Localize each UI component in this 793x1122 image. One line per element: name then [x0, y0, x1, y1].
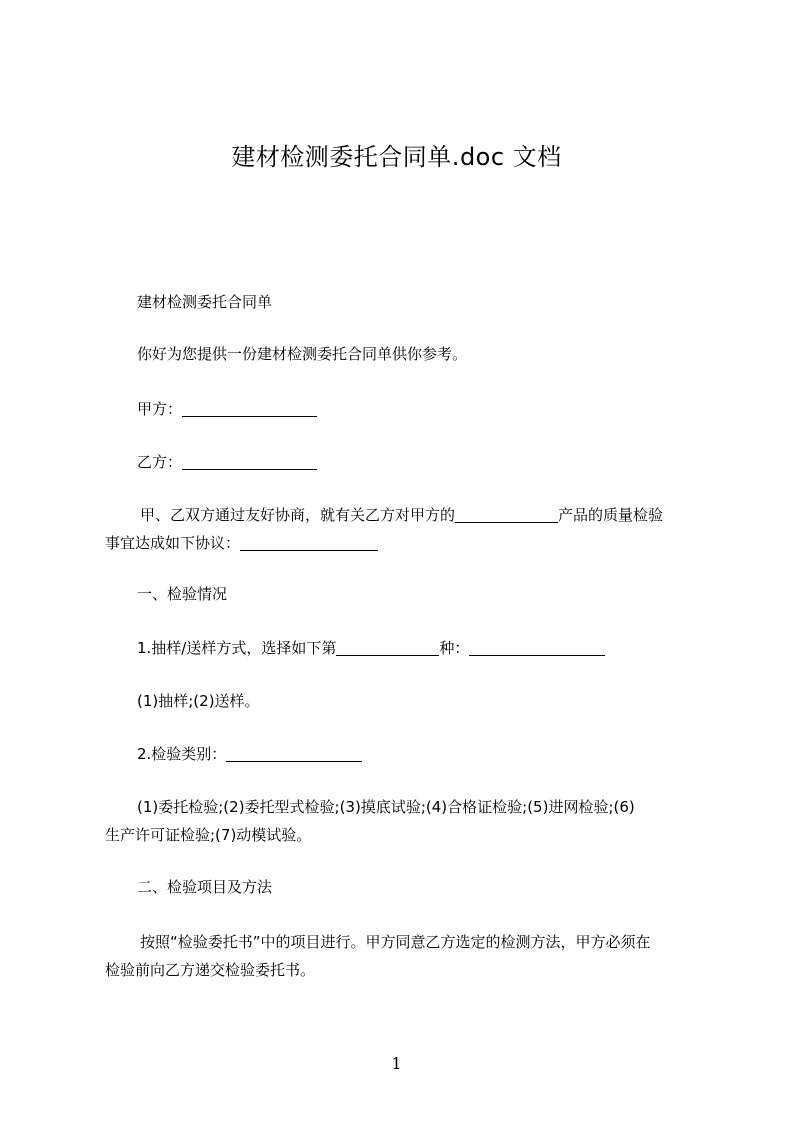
item-2-options-line1: (1)委托检验;(2)委托型式检验;(3)摸底试验;(4)合格证检验;(5)进网检验;(6) [137, 798, 635, 816]
document-title: 建材检测委托合同单.doc 文档 [231, 143, 562, 171]
party-b-blank [182, 454, 317, 470]
page-number: 1 [391, 1054, 402, 1073]
agreement-paragraph-line1 [140, 501, 740, 529]
category-blank [226, 746, 362, 762]
item-1-text-2: 种： [439, 639, 470, 657]
item-1-options: (1)抽样;(2)送样。 [137, 692, 260, 710]
section-2-line1: 按照“检验委托书”中的项目进行。甲方同意乙方选定的检测方法，甲方必须在 [140, 933, 651, 951]
party-b-row [137, 448, 707, 476]
product-name-blank [455, 507, 558, 523]
item-2-options-line2: 生产许可证检验;(7)动模试验。 [105, 826, 312, 844]
contract-heading: 建材检测委托合同单 [137, 293, 273, 311]
agreement-text-3: 事宜达成如下协议： [105, 534, 241, 552]
item-1-row [137, 634, 707, 662]
item-2-label: 2.检验类别： [137, 745, 227, 763]
party-b-label: 乙方： [137, 453, 183, 471]
agreement-text-1: 甲、乙双方通过友好协商，就有关乙方对甲方的 [140, 506, 456, 524]
agreement-text-2: 产品的质量检验 [558, 506, 664, 524]
agreement-blank [240, 535, 378, 551]
item-1-text: 1.抽样/送样方式，选择如下第 [137, 639, 337, 657]
section-2-line2: 检验前向乙方递交检验委托书。 [105, 961, 316, 979]
party-a-blank [182, 401, 317, 417]
section-1-title: 一、检验情况 [137, 585, 228, 603]
party-a-row [137, 395, 707, 423]
agreement-paragraph-line2 [105, 529, 705, 557]
section-2-title: 二、检验项目及方法 [137, 878, 273, 896]
method-number-blank [336, 640, 439, 656]
item-2-row [137, 740, 707, 768]
intro-paragraph: 你好为您提供一份建材检测委托合同单供你参考。 [137, 345, 468, 363]
party-a-label: 甲方： [137, 400, 183, 418]
method-blank [469, 640, 605, 656]
